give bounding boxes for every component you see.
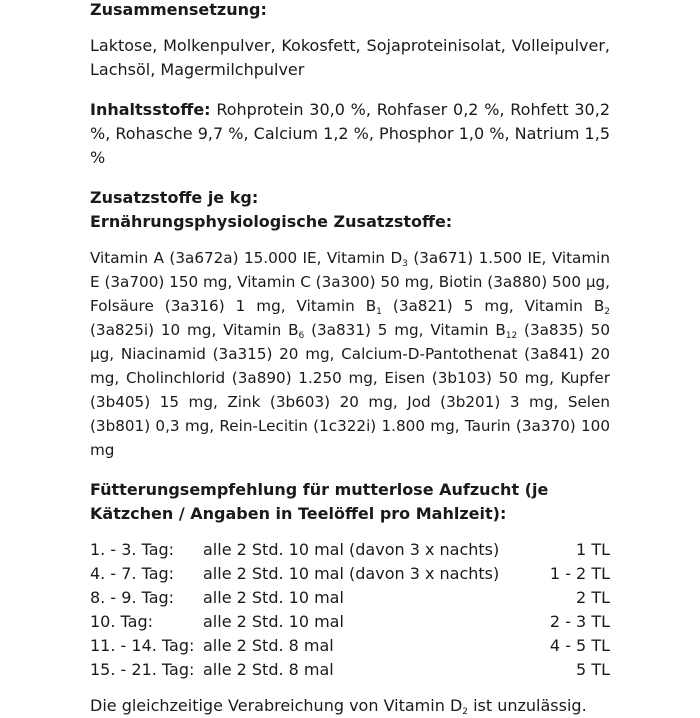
note-part-2: ist unzulässig. bbox=[468, 696, 587, 715]
feeding-day: 8. - 9. Tag: bbox=[90, 588, 175, 607]
table-row bbox=[90, 658, 610, 682]
feeding-day: 4. - 7. Tag: bbox=[90, 564, 175, 583]
label-text-page bbox=[90, 0, 610, 718]
additives-heading: Zusatzstoffe je kg: bbox=[90, 188, 259, 207]
feeding-frequency: alle 2 Std. 10 mal bbox=[203, 612, 344, 631]
feeding-frequency: alle 2 Std. 8 mal bbox=[203, 636, 334, 655]
feeding-amount: 2 - 3 TL bbox=[549, 612, 610, 631]
feeding-amount: 5 TL bbox=[576, 660, 610, 679]
feeding-frequency: alle 2 Std. 8 mal bbox=[203, 660, 334, 679]
feeding-frequency: alle 2 Std. 10 mal (davon 3 x nachts) bbox=[203, 540, 500, 559]
composition-text: Laktose, Molkenpulver, Kokosfett, Sojaproteinisolat, Volleipulver, Lachsöl, Magermilchpulver bbox=[90, 36, 610, 79]
feeding-amount: 1 - 2 TL bbox=[549, 564, 610, 583]
additives-text bbox=[90, 246, 610, 462]
vitamin-d2-note bbox=[90, 694, 610, 718]
table-row bbox=[90, 610, 610, 634]
feeding-amount: 2 TL bbox=[576, 588, 610, 607]
ingredients-text: Rohprotein 30,0 %, Rohfaser 0,2 %, Rohfett 30,2 %, Rohasche 9,7 %, Calcium 1,2 %, Phosphor 1,0 %, Natrium 1,5 % bbox=[90, 100, 610, 167]
additives-part-4: (3a825i) 10 mg, Vitamin B bbox=[90, 321, 299, 339]
nutritional-additives-heading: Ernährungsphysiologische Zusatzstoffe: bbox=[90, 212, 453, 231]
feeding-table bbox=[90, 538, 610, 682]
note-part-1: Die gleichzeitige Verabreichung von Vitamin D bbox=[90, 696, 463, 715]
feeding-amount: 4 - 5 TL bbox=[549, 636, 610, 655]
ingredients-label: Inhaltsstoffe: bbox=[90, 100, 211, 119]
composition-heading: Zusammensetzung: bbox=[90, 0, 267, 19]
feeding-day: 15. - 21. Tag: bbox=[90, 660, 195, 679]
feeding-day: 10. Tag: bbox=[90, 612, 154, 631]
feeding-day: 1. - 3. Tag: bbox=[90, 540, 175, 559]
feeding-frequency: alle 2 Std. 10 mal bbox=[203, 588, 344, 607]
additives-part-1: Vitamin A (3a672a) 15.000 IE, Vitamin D bbox=[90, 249, 403, 267]
additives-part-2: (3a671) 1.500 IE, Vitamin E (3a700) 150 mg, Vitamin C (3a300) 50 mg, Biotin (3a880) 500 µg, Folsäure (3a316) 1 mg, Vitamin B bbox=[90, 249, 610, 315]
feeding-heading: Fütterungsempfehlung für mutterlose Aufzucht (je Kätzchen / Angaben in Teelöffel pro Mahlzeit): bbox=[90, 480, 549, 523]
sub-b2: 2 bbox=[604, 307, 610, 317]
ingredients-paragraph bbox=[90, 98, 610, 170]
sub-b12: 12 bbox=[505, 331, 518, 341]
feeding-amount: 1 TL bbox=[576, 540, 610, 559]
sub-b1: 1 bbox=[376, 307, 382, 317]
sub-b6: 6 bbox=[298, 331, 305, 341]
table-row bbox=[90, 562, 610, 586]
table-row bbox=[90, 538, 610, 562]
sub-d2: 2 bbox=[462, 707, 468, 717]
table-row bbox=[90, 586, 610, 610]
table-row bbox=[90, 634, 610, 658]
additives-part-5: (3a831) 5 mg, Vitamin B bbox=[304, 321, 506, 339]
additives-part-3: (3a821) 5 mg, Vitamin B bbox=[381, 297, 605, 315]
sub-d3: 3 bbox=[402, 259, 408, 269]
feeding-frequency: alle 2 Std. 10 mal (davon 3 x nachts) bbox=[203, 564, 500, 583]
additives-part-6: (3a835) 50 µg, Niacinamid (3a315) 20 mg, Calcium-D-Pantothenat (3a841) 20 mg, Cholinchlorid (3a890) 1.250 mg, Eisen (3b103) 50 mg, Kupfer (3b405) 15 mg, Zink (3b603) 20 mg, Jod (3b201) 3 mg, Selen (3b801) 0,3 mg, Rein-Lecitin (1c322i) 1.800 mg, Taurin (3a370) 100 mg bbox=[90, 321, 610, 459]
feeding-day: 11. - 14. Tag: bbox=[90, 636, 195, 655]
